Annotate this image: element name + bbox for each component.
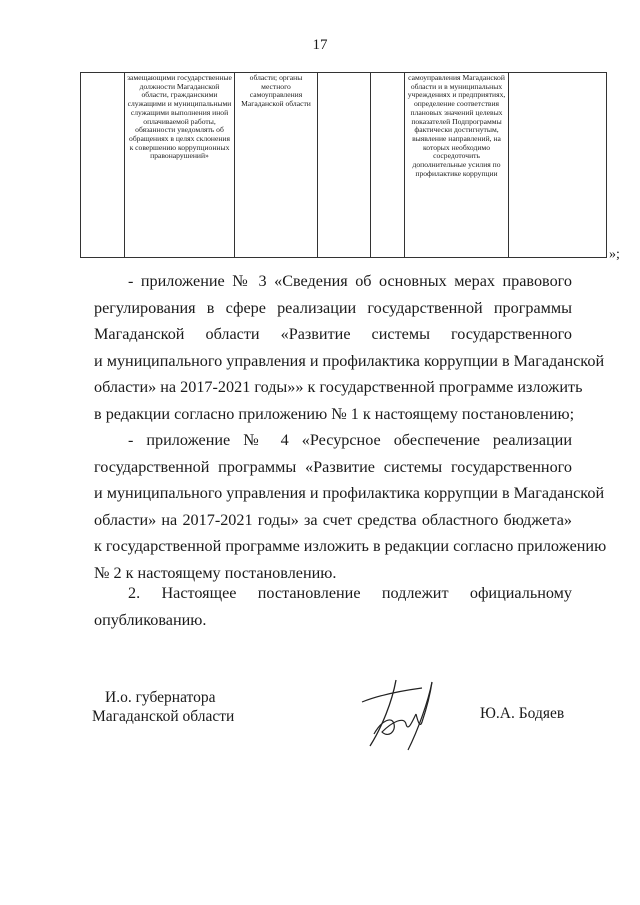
text-line: опубликованию. — [94, 610, 207, 629]
paragraph-publication — [94, 580, 572, 633]
paragraph-appendix-4 — [94, 427, 607, 586]
text-line: и муниципального управления и профилактика коррупции в Магаданской — [94, 351, 605, 370]
table-cell — [318, 73, 371, 258]
table-cell: замещающими государственные должности Магаданской области, гражданскими служащими и муниципальными служащими выполнения иной оплачиваемой работы, обязанности уведомлять об обращениях в целях склонения к совершению коррупционных правонарушений» — [125, 73, 235, 258]
text-line: области» на 2017-2021 годы»» к государственной программе изложить — [94, 378, 583, 396]
position-line: Магаданской области — [92, 708, 235, 725]
text-line: в редакции согласно приложению № 1 к настоящему постановлению; — [94, 404, 575, 423]
text-line: к государственной программе изложить в редакции согласно приложению — [94, 537, 607, 555]
signatory-position — [92, 688, 234, 726]
table-fragment — [80, 72, 607, 258]
text-line: № 2 к настоящему постановлению. — [94, 563, 337, 582]
page-number: 17 — [312, 37, 328, 53]
table-cell — [509, 73, 607, 258]
text-line: Магаданской области «Развитие системы государственного — [94, 325, 572, 343]
signatory-name: Ю.А. Бодяев — [480, 705, 565, 722]
text-line: государственной программы «Развитие системы государственного — [94, 457, 572, 476]
text-line: - приложение № 3 «Сведения об основных мерах правового — [128, 272, 572, 290]
position-line: И.о. губернатора — [105, 689, 216, 706]
table-cell — [371, 73, 405, 258]
text-line: - приложение № 4 «Ресурсное обеспечение реализации — [128, 431, 572, 449]
text-line: области» на 2017-2021 годы» за счет средства областного бюджета» — [94, 510, 572, 529]
handwritten-signature-icon — [352, 672, 448, 754]
paragraph-appendix-3 — [94, 268, 605, 427]
table-row — [81, 73, 607, 258]
table-cell: самоуправления Магаданской области и в муниципальных учреждениях и предприятиях, определение соответствия плановых значений целевых показателей Подпрограммы фактически достигнутым, выявление направлений, на которых необходимо сосредоточить дополнительные усилия по профилактике коррупции — [405, 73, 509, 258]
text-line: регулирования в сфере реализации государственной программы — [94, 298, 572, 317]
table-cell: области; органы местного самоуправления Магаданской области — [235, 73, 318, 258]
table-cell — [81, 73, 125, 258]
text-line: и муниципального управления и профилактика коррупции в Магаданской — [94, 484, 605, 502]
table-end-mark: »; — [609, 247, 620, 262]
text-line: 2. Настоящее постановление подлежит официальному — [128, 584, 572, 602]
